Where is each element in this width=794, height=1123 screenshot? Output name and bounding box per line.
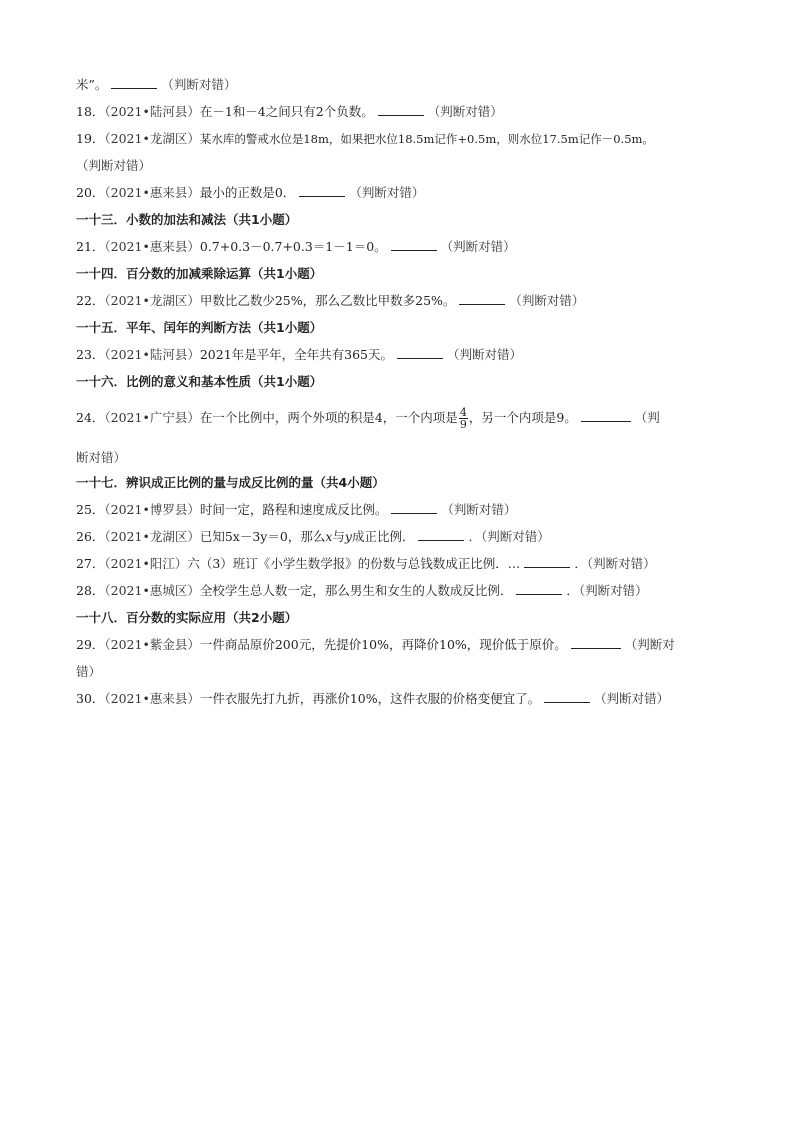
answer-blank[interactable] — [299, 184, 345, 197]
answer-blank[interactable] — [544, 690, 590, 703]
section-heading-18: 一十八．百分数的实际应用（共2小题） — [76, 610, 298, 625]
question-29-judge: 错） — [76, 664, 102, 679]
question-22: 22．（2021•龙湖区）甲数比乙数少25%，那么乙数比甲数多25%。 （判断对错） — [76, 293, 585, 308]
question-27: 27．（2021•阳江）六（3）班订《小学生数学报》的份数与总钱数成正比例．… ．（判断对错） — [76, 556, 656, 571]
answer-blank[interactable] — [391, 501, 437, 514]
answer-blank[interactable] — [524, 555, 570, 568]
fraction: $\frac{4}{9}$ — [459, 406, 467, 431]
answer-blank[interactable] — [397, 346, 443, 359]
question-21: 21．（2021•惠来县）0.7+0.3－0.7+0.3＝1－1＝0。 （判断对错） — [76, 239, 516, 254]
section-heading-15: 一十五．平年、闰年的判断方法（共1小题） — [76, 320, 323, 335]
section-heading-14: 一十四．百分数的加减乘除运算（共1小题） — [76, 266, 323, 281]
question-19-judge: （判断对错） — [76, 158, 152, 173]
question-30: 30．（2021•惠来县）一件衣服先打九折，再涨价10%，这件衣服的价格变便宜了。 （判断对错） — [76, 691, 670, 706]
answer-blank[interactable] — [111, 76, 157, 89]
answer-blank[interactable] — [391, 238, 437, 251]
question-19: 19．（2021•龙湖区）某水库的警戒水位是18m，如果把水位18.5m记作+0.5m，则水位17.5m记作－0.5m。 — [76, 131, 654, 146]
answer-blank[interactable] — [459, 292, 505, 305]
answer-blank[interactable] — [418, 528, 464, 541]
section-heading-17: 一十七．辨识成正比例的量与成反比例的量（共4小题） — [76, 475, 385, 490]
question-25: 25．（2021•博罗县）时间一定，路程和速度成反比例。 （判断对错） — [76, 502, 517, 517]
question-24: 24．（2021•广宁县）在一个比例中，两个外项的积是4，一个内项是 $\frac{4}{9}$ ，另一个内项是9。 （判 — [76, 406, 660, 431]
question-28: 28．（2021•惠城区）全校学生总人数一定，那么男生和女生的人数成反比例． ．（判断对错） — [76, 583, 648, 598]
question-29: 29．（2021•紫金县）一件商品原价200元，先提价10%，再降价10%，现价低于原价。 （判断对 — [76, 637, 675, 652]
question-24-judge: 断对错） — [76, 450, 127, 465]
answer-blank[interactable] — [378, 103, 424, 116]
answer-blank[interactable] — [516, 582, 562, 595]
answer-blank[interactable] — [581, 409, 631, 422]
section-heading-16: 一十六．比例的意义和基本性质（共1小题） — [76, 374, 323, 389]
section-heading-13: 一十三．小数的加法和减法（共1小题） — [76, 212, 298, 227]
question-23: 23．（2021•陆河县）2021年是平年，全年共有365天。 （判断对错） — [76, 347, 523, 362]
answer-blank[interactable] — [571, 636, 621, 649]
question-18: 18．（2021•陆河县）在－1和－4之间只有2个负数。 （判断对错） — [76, 104, 503, 119]
question-26: 26．（2021•龙湖区）已知5x－3y＝0，那么x与y成正比例． ．（判断对错） — [76, 529, 550, 544]
question-20: 20．（2021•惠来县）最小的正数是0． （判断对错） — [76, 185, 425, 200]
question-17-tail: 米”。 （判断对错） — [76, 77, 237, 92]
